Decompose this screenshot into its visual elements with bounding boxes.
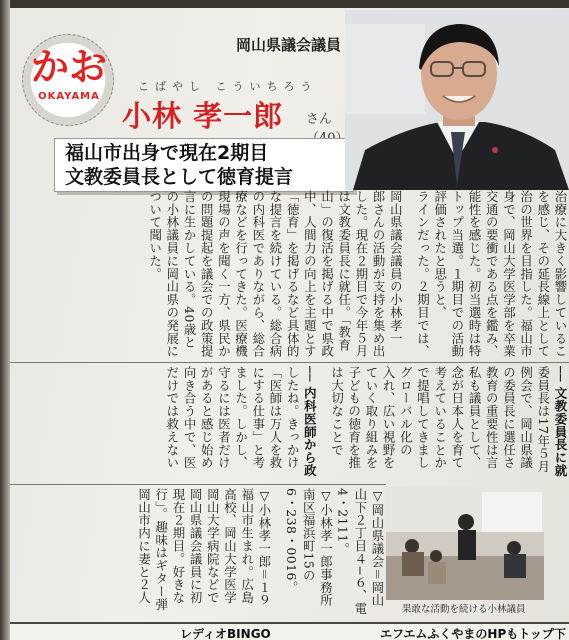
bottom-ad-strip (10, 622, 569, 640)
article-column: ました。しかし、 (233, 366, 249, 470)
article-column: で提唱してきまし (415, 366, 431, 470)
article-column: 委員長は17年５月 (535, 366, 551, 474)
mid-column-group (164, 366, 569, 486)
kao-okayama-logo (22, 34, 114, 126)
article-column: 考えていることか (432, 366, 448, 470)
article-column: 能性を感じた。初当選時は特 (467, 190, 483, 358)
article-column: ── 内科医師から政 (302, 366, 318, 478)
logo-text: かお (30, 44, 107, 89)
section-divider-2 (10, 484, 386, 485)
profile-column: ▽小林孝一郎＝１９ (256, 488, 272, 607)
profile-column: ▽岡山県議会＝岡山 (370, 488, 385, 607)
article-column: 評価されたと思うと、 (432, 190, 448, 319)
headline-box (54, 138, 354, 192)
article-bottom-text (10, 488, 386, 620)
article-column: 教育の重要性は言 (484, 366, 500, 470)
article-column: 入れ、広い視野を (381, 366, 397, 470)
headline-line-1: 福山市出身で現在2期目 (65, 142, 269, 164)
profile-column: 岡山市内に妻と２人 (136, 488, 152, 605)
article-column: した。現在２期目で今年５月 (353, 190, 369, 358)
article-column: にする仕事」と考 (250, 366, 266, 470)
article-header (14, 10, 350, 188)
photo-caption: 果敢な活動を続ける小林議員 (402, 604, 526, 615)
profile-column: 岡山大学病院などで (205, 488, 221, 605)
profile-column: 山下２丁目４−６、電 (352, 488, 368, 615)
article-column: 治療に大きく影響しているこ (553, 190, 568, 358)
activity-illustration (386, 486, 544, 600)
article-column: を感じ、その延長線上として (535, 190, 551, 358)
bottom-strip-left: レディオBINGO (180, 627, 271, 640)
article-column: 岡山県議会議員の小林孝一 (388, 190, 404, 345)
article-column: 山」の復活を掲げる中で県政 (319, 190, 335, 358)
column-gap (318, 366, 328, 486)
article-mid-text (10, 366, 569, 486)
profile-column: 福山市生まれ。広島 (239, 488, 255, 605)
column-gap (404, 190, 414, 360)
column-gap (273, 488, 283, 620)
headline-line-2: 文教委員長として徳育提言 (65, 166, 294, 188)
bottom-column-group (135, 488, 386, 620)
council-title: 岡山県議会議員 (236, 36, 342, 54)
article-top-text (10, 190, 569, 360)
article-column: 言に生かしている。40歳と (182, 190, 198, 349)
article-column: トップ当選。１期目での活動 (449, 190, 465, 358)
profile-column: 岡山県議会議員に初 (188, 488, 204, 605)
article-column: 「徳育」を掲げるなど具体的 (285, 190, 301, 358)
article-column: の問題提起を議会での政策提 (199, 190, 215, 358)
photo-edge-left (0, 0, 10, 640)
top-column-group (147, 190, 569, 360)
profile-column: 4・2111。 (335, 488, 351, 556)
article-column: だけでは救えない (164, 366, 180, 470)
article-column: 現場の声を聞く一方、県民か (216, 190, 232, 358)
article-column: 療などを行ってきた。医療機 (233, 190, 249, 358)
article-column: 「医師は万人を救 (268, 366, 283, 470)
name-honorific-age: さん (306, 112, 333, 127)
article-column: 向き合う中で、医 (182, 366, 198, 470)
article-column: グローバル化の (398, 366, 414, 457)
article-column: 子どもの徳育を推 (346, 366, 362, 470)
profile-column: ▽小林孝一郎事務所 (318, 488, 334, 607)
article-column: ついて聞いた。 (147, 190, 163, 281)
article-column: があると感じ始め (199, 366, 215, 470)
profile-column: 高校、岡山大学医学 (222, 488, 238, 605)
article-column: 中、人間力の向上を主題とす (302, 190, 318, 358)
article-column: ていく取り組みを (363, 366, 379, 470)
profile-column: 行」。趣味はギター弾 (153, 488, 169, 611)
article-column: 治の世界を目指した。福山市 (518, 190, 534, 358)
article-column: は大切なことで (329, 366, 345, 457)
article-column: の内科医でありながら、総合 (250, 190, 266, 358)
article-column: ── 文教委員長に就 (553, 366, 568, 478)
profile-column: 現在２期目。好きな (170, 488, 186, 605)
article-column: ラインだった。２期目では、 (415, 190, 431, 358)
portrait-illustration (345, 10, 569, 190)
article-column: 例会で、岡山県議 (518, 366, 534, 470)
bottom-strip-right: エフエムふくやまのHPもトップ下 (380, 627, 566, 640)
article-column: は文教委員長に就任。「教育 (336, 190, 352, 352)
article-column: したね。きっかけ (285, 366, 301, 470)
activity-photo (386, 486, 544, 600)
article-column: 郎さんの活動が支持を集め出 (371, 190, 387, 358)
logo-subtitle: OKAYAMA (38, 91, 100, 102)
profile-column: 6・238・0016。 (284, 488, 300, 594)
profile-column: 南区福浜町15の (301, 488, 317, 583)
article-column: な提言を続けている。総合病 (268, 190, 283, 358)
name-furigana: こばやし こういちろう (138, 80, 318, 93)
photo-edge-top (0, 0, 569, 8)
section-divider (10, 362, 569, 363)
article-column: 私も議員として、 (467, 366, 483, 470)
article-column: の小林議員に岡山県の発展に (164, 190, 180, 358)
article-column: 身で、岡山大学医学部を卒業 (501, 190, 517, 358)
article-column: の委員長に選任さ (501, 366, 517, 470)
article-column: 交通の要衝である点を鑑み、 (484, 190, 500, 358)
article-column: 念が日本人を育て (449, 366, 465, 470)
person-name: 小林 孝一郎 (122, 99, 284, 133)
article-column: 守るには医者だけ (216, 366, 232, 470)
portrait-photo (345, 10, 569, 190)
